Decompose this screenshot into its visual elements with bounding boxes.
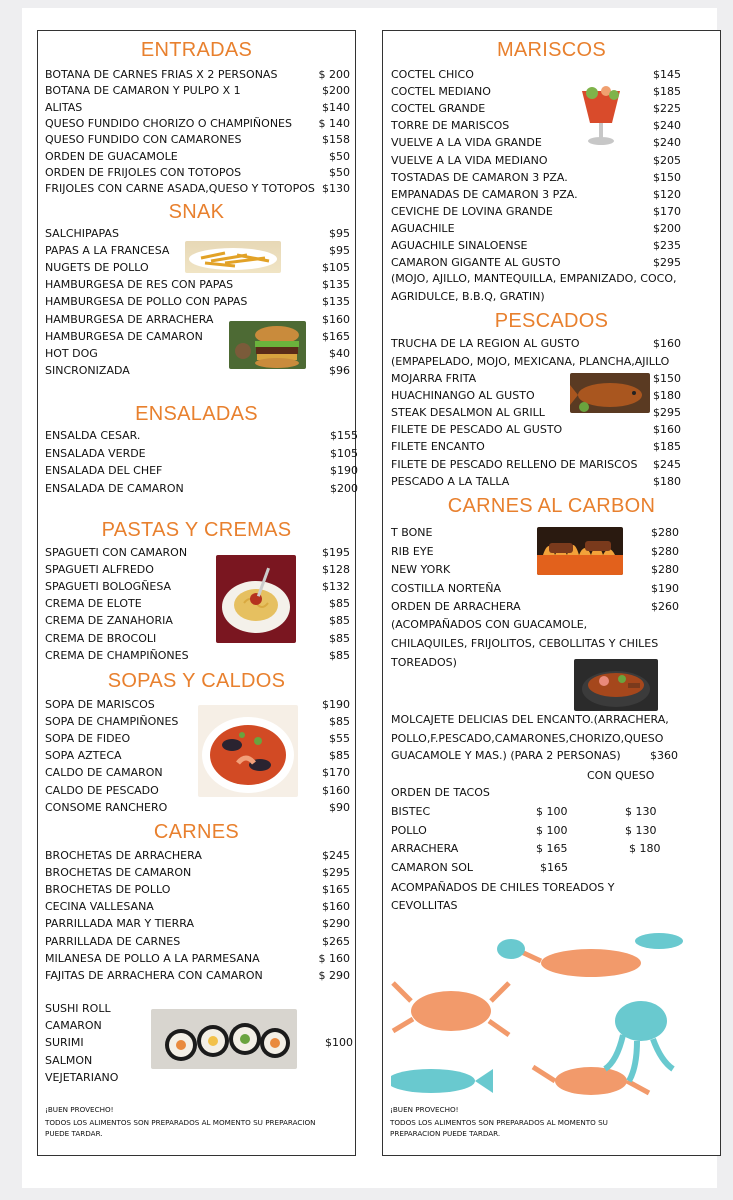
item-name: SOPA AZTECA	[45, 749, 122, 763]
item-price: $50	[329, 149, 350, 163]
item-name: BROCHETAS DE POLLO	[45, 883, 171, 897]
item-price: $155	[330, 429, 358, 442]
item-name: COSTILLA NORTEÑA	[391, 581, 501, 595]
fries-image	[185, 241, 281, 273]
snak-heading: SNAK	[168, 201, 225, 223]
item-name: HAMBURGESA DE POLLO CON PAPAS	[45, 295, 248, 309]
item-name: SINCRONIZADA	[45, 363, 130, 377]
item-price: $180	[653, 474, 681, 488]
tacos-title: ORDEN DE TACOS	[391, 786, 490, 799]
sushi-line: SALMON	[45, 1053, 93, 1067]
item-name: ORDEN DE ARRACHERA	[391, 600, 521, 614]
item-price: $200	[653, 221, 681, 235]
item-price: $240	[653, 136, 681, 150]
item-name: AGUACHILE	[391, 221, 455, 235]
item-name: MOJARRA FRITA	[391, 372, 477, 385]
item-price: $55	[329, 732, 350, 746]
carbon-note-2: CHILAQUILES, FRIJOLITOS, CEBOLLITAS Y CHILES	[391, 637, 659, 650]
mariscos-note-1: (MOJO, AJILLO, MANTEQUILLA, EMPANIZADO, COCO,	[391, 272, 677, 285]
taco-name: POLLO	[391, 823, 427, 837]
item-price: $295	[322, 866, 350, 880]
left-footer-line2: TODOS LOS ALIMENTOS SON PREPARADOS AL MOMENTO SU PREPARACION	[45, 1118, 316, 1127]
item-price: $160	[653, 423, 681, 437]
item-name: CEVICHE DE LOVINA GRANDE	[391, 204, 553, 218]
item-name: BROCHETAS DE CAMARON	[45, 866, 192, 880]
molcajete-price: $360	[650, 749, 678, 762]
carnes-heading: CARNES	[153, 821, 240, 843]
pasta-image	[216, 555, 296, 643]
item-name: STEAK DESALMON AL GRILL	[391, 406, 545, 420]
sushi-line: CAMARON	[45, 1019, 102, 1033]
item-name: CONSOME RANCHERO	[45, 800, 168, 814]
item-name: ORDEN DE FRIJOLES CON TOTOPOS	[45, 165, 242, 179]
item-name: CALDO DE CAMARON	[45, 766, 163, 780]
item-name: HUACHINANGO AL GUSTO	[391, 389, 535, 403]
item-name: HAMBURGESA DE RES CON PAPAS	[45, 278, 234, 292]
item-price: $185	[653, 440, 681, 454]
item-price: $150	[653, 170, 681, 184]
item-price: $180	[653, 389, 681, 403]
item-price: $132	[322, 580, 350, 594]
taco-price-con-queso: $ 130	[625, 805, 657, 818]
item-price: $130	[322, 182, 350, 196]
item-price: $50	[329, 165, 350, 179]
left-footer-line3: PUEDE TARDAR.	[45, 1129, 103, 1138]
item-price: $ 290	[318, 968, 350, 982]
item-name: EMPANADAS DE CAMARON 3 PZA.	[391, 187, 578, 201]
molcajete-line-1: MOLCAJETE DELICIAS DEL ENCANTO.(ARRACHERA,	[391, 713, 669, 726]
item-price: $105	[322, 261, 350, 275]
coctel-image	[576, 83, 626, 147]
item-name: ENSALADA VERDE	[45, 446, 146, 460]
item-price: $260	[651, 600, 679, 614]
item-price: $190	[330, 464, 358, 477]
right-footer-line3: PREPARACION PUEDE TARDAR.	[390, 1129, 501, 1138]
item-price: $245	[653, 457, 681, 471]
sushi-line: VEJETARIANO	[45, 1070, 119, 1084]
item-price: $190	[322, 698, 350, 711]
item-price: $150	[653, 372, 681, 385]
item-price: $145	[653, 68, 681, 81]
sushi-image	[151, 1009, 297, 1069]
item-price: $128	[322, 563, 350, 577]
taco-price: $ 165	[536, 842, 568, 856]
item-price: $ 160	[318, 951, 350, 965]
tacos-con-queso-header: CON QUESO	[587, 769, 655, 782]
item-price: $295	[653, 256, 681, 270]
item-price: $85	[329, 648, 350, 662]
mariscos-note-2: AGRIDULCE, B.B.Q, GRATIN)	[391, 290, 545, 303]
taco-price: $165	[540, 860, 568, 874]
item-price: $85	[329, 614, 350, 628]
seafood-illustration	[391, 931, 683, 1101]
taco-price: $ 100	[536, 823, 568, 837]
item-price: $95	[329, 227, 350, 240]
item-name: FILETE DE PESCADO RELLENO DE MARISCOS	[391, 457, 638, 471]
item-name: HOT DOG	[45, 346, 98, 360]
item-name: VUELVE A LA VIDA MEDIANO	[391, 153, 548, 167]
item-price: $265	[322, 934, 350, 948]
sushi-line: SURIMI	[45, 1036, 84, 1050]
item-name: RIB EYE	[391, 544, 434, 558]
item-price: $95	[329, 244, 350, 258]
item-price: $160	[322, 783, 350, 797]
item-price: $170	[653, 204, 681, 218]
item-price: $185	[653, 85, 681, 99]
taco-price: $ 100	[536, 805, 568, 818]
item-name: CREMA DE ZANAHORIA	[45, 614, 173, 628]
item-name: SPAGUETI ALFREDO	[45, 563, 154, 577]
item-name: FAJITAS DE ARRACHERA CON CAMARON	[45, 968, 263, 982]
item-name: T BONE	[391, 526, 433, 539]
pescados-note: (EMPAPELADO, MOJO, MEXICANA, PLANCHA,AJILLO	[391, 355, 670, 368]
taco-price-con-queso: $ 130	[625, 823, 657, 837]
item-price: $158	[322, 133, 350, 147]
item-price: $ 200	[318, 68, 350, 81]
item-price: $96	[329, 363, 350, 377]
item-name: HAMBURGESA DE ARRACHERA	[45, 312, 214, 326]
item-name: FILETE ENCANTO	[391, 440, 485, 454]
item-price: $160	[653, 337, 681, 350]
sopas-heading: SOPAS Y CALDOS	[107, 670, 286, 692]
item-price: $85	[329, 631, 350, 645]
item-name: PARRILLADA DE CARNES	[45, 934, 181, 948]
item-name: ENSALADA DEL CHEF	[45, 464, 163, 477]
item-price: $40	[329, 346, 350, 360]
item-name: ALITAS	[45, 100, 83, 114]
right-footer-provecho: ¡BUEN PROVECHO!	[390, 1105, 459, 1114]
pastas-heading: PASTAS Y CREMAS	[101, 519, 292, 541]
item-price: $105	[330, 446, 358, 460]
item-price: $205	[653, 153, 681, 167]
item-price: $165	[322, 329, 350, 343]
item-price: $225	[653, 102, 681, 116]
item-name: SOPA DE CHAMPIÑONES	[45, 715, 179, 729]
carnes-al-carbon-heading: CARNES AL CARBON	[447, 495, 656, 517]
right-footer-line2: TODOS LOS ALIMENTOS SON PREPARADOS AL MOMENTO SU	[390, 1118, 608, 1127]
item-name: BROCHETAS DE ARRACHERA	[45, 849, 202, 862]
ensaladas-heading: ENSALADAS	[135, 403, 258, 425]
item-name: PAPAS A LA FRANCESA	[45, 244, 170, 258]
item-price: $200	[330, 481, 358, 495]
grill-image	[537, 527, 623, 575]
item-price: $160	[322, 900, 350, 914]
item-price: $135	[322, 278, 350, 292]
item-name: TORRE DE MARISCOS	[391, 119, 510, 133]
item-price: $195	[322, 546, 350, 559]
item-price: $190	[651, 581, 679, 595]
carbon-note-1: (ACOMPAÑADOS CON GUACAMOLE,	[391, 618, 588, 631]
item-price: $160	[322, 312, 350, 326]
left-footer-provecho: ¡BUEN PROVECHO!	[45, 1105, 114, 1114]
item-name: SOPA DE MARISCOS	[45, 698, 155, 711]
taco-price-con-queso: $ 180	[629, 842, 661, 856]
item-price: $170	[322, 766, 350, 780]
molcajete-line-3: GUACAMOLE Y MAS.) (PARA 2 PERSONAS)	[391, 749, 621, 762]
item-name: NEW YORK	[391, 563, 451, 577]
item-price: $85	[329, 715, 350, 729]
item-price: $ 140	[318, 116, 350, 130]
pescados-heading: PESCADOS	[494, 310, 609, 332]
sushi-line: SUSHI ROLL	[45, 1002, 111, 1015]
menu-right-column	[382, 30, 721, 1156]
item-name: AGUACHILE SINALOENSE	[391, 239, 528, 252]
item-name: TRUCHA DE LA REGION AL GUSTO	[391, 337, 580, 350]
sushi-price: $100	[325, 1036, 353, 1049]
item-price: $240	[653, 119, 681, 133]
item-price: $85	[329, 749, 350, 763]
item-name: CREMA DE ELOTE	[45, 597, 142, 611]
item-name: COCTEL MEDIANO	[391, 85, 491, 99]
item-name: ORDEN DE GUACAMOLE	[45, 149, 178, 163]
taco-name: ARRACHERA	[391, 842, 459, 856]
taco-name: CAMARON SOL	[391, 860, 474, 874]
tacos-note-2: CEVOLLITAS	[391, 899, 458, 912]
item-name: HAMBURGESA DE CAMARON	[45, 329, 203, 343]
item-price: $280	[651, 563, 679, 577]
item-name: ENSALADA DE CAMARON	[45, 481, 184, 495]
item-name: CREMA DE CHAMPIÑONES	[45, 648, 189, 662]
molcajete-image	[574, 659, 658, 711]
mariscos-heading: MARISCOS	[496, 39, 607, 61]
item-name: FRIJOLES CON CARNE ASADA,QUESO Y TOTOPOS	[45, 182, 315, 196]
item-name: CECINA VALLESANA	[45, 900, 154, 914]
item-price: $280	[651, 526, 679, 539]
tacos-note-1: ACOMPAÑADOS DE CHILES TOREADOS Y	[391, 881, 615, 894]
fried-fish-image	[570, 373, 650, 413]
item-price: $85	[329, 597, 350, 611]
item-name: SALCHIPAPAS	[45, 227, 119, 240]
item-price: $235	[653, 239, 681, 252]
item-name: SOPA DE FIDEO	[45, 732, 131, 746]
item-price: $280	[651, 544, 679, 558]
item-name: VUELVE A LA VIDA GRANDE	[391, 136, 542, 150]
item-name: PARRILLADA MAR Y TIERRA	[45, 917, 194, 931]
item-price: $90	[329, 800, 350, 814]
item-name: CREMA DE BROCOLI	[45, 631, 157, 645]
carbon-note-3: TOREADOS)	[391, 656, 457, 669]
item-price: $295	[653, 406, 681, 420]
entradas-heading: ENTRADAS	[140, 39, 253, 61]
item-price: $200	[322, 84, 350, 98]
item-name: SPAGUETI CON CAMARON	[45, 546, 188, 559]
item-price: $135	[322, 295, 350, 309]
item-name: COCTEL GRANDE	[391, 102, 486, 116]
item-price: $140	[322, 100, 350, 114]
item-name: PESCADO A LA TALLA	[391, 474, 510, 488]
item-name: FILETE DE PESCADO AL GUSTO	[391, 423, 563, 437]
item-price: $165	[322, 883, 350, 897]
item-name: NUGETS DE POLLO	[45, 261, 149, 275]
taco-name: BISTEC	[391, 805, 431, 818]
seafood-soup-image	[198, 705, 298, 797]
item-price: $245	[322, 849, 350, 862]
item-name: CALDO DE PESCADO	[45, 783, 159, 797]
item-name: QUESO FUNDIDO CHORIZO O CHAMPIÑONES	[45, 116, 292, 130]
molcajete-line-2: POLLO,F.PESCADO,CAMARONES,CHORIZO,QUESO	[391, 732, 664, 745]
burger-image	[229, 321, 306, 369]
item-name: TOSTADAS DE CAMARON 3 PZA.	[391, 170, 568, 184]
item-name: SPAGUETI BOLOGÑESA	[45, 580, 172, 594]
item-name: MILANESA DE POLLO A LA PARMESANA	[45, 951, 260, 965]
menu-left-column	[37, 30, 356, 1156]
item-name: ENSALDA CESAR.	[45, 429, 141, 442]
item-name: BOTANA DE CARNES FRIAS X 2 PERSONAS	[45, 68, 278, 81]
item-name: BOTANA DE CAMARON Y PULPO X 1	[45, 84, 241, 98]
item-name: QUESO FUNDIDO CON CAMARONES	[45, 133, 242, 147]
item-name: CAMARON GIGANTE AL GUSTO	[391, 256, 561, 270]
item-price: $290	[322, 917, 350, 931]
item-name: COCTEL CHICO	[391, 68, 474, 81]
item-price: $120	[653, 187, 681, 201]
